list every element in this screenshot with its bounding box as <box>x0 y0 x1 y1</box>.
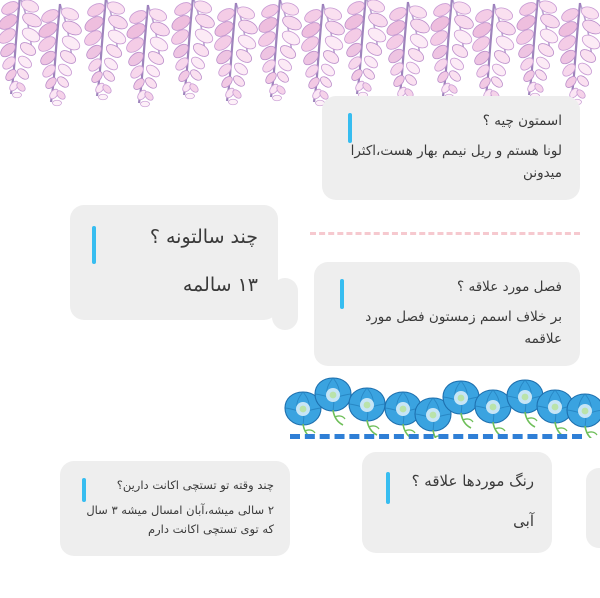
accent-bar-icon <box>386 472 390 504</box>
accent-bar-icon <box>92 226 96 264</box>
wisteria-flower-border <box>0 0 600 108</box>
accent-bar-icon <box>82 478 86 502</box>
question-row <box>386 469 534 494</box>
answer-text: لونا هستم و ریل نیمم بهار هست،اکثرا میدونن <box>346 142 562 181</box>
accent-bar-icon <box>340 279 344 309</box>
chat-bubble-age <box>70 205 278 320</box>
answer-text: ۲ سالی میشه،آبان امسال میشه ۳ سال که توی تستچی اکانت دارم <box>82 503 274 537</box>
question-row <box>92 222 258 253</box>
question-row <box>82 476 274 495</box>
question-row <box>348 110 562 132</box>
accent-bar-icon <box>348 113 352 143</box>
morning-glory-flower-border <box>283 372 600 438</box>
pink-dashed-divider <box>310 232 580 235</box>
answer-text: ۱۳ سالمه <box>182 274 258 297</box>
chat-bubble-name <box>322 96 580 200</box>
answer-text: بر خلاف اسمم زمستون فصل مورد علاقمه <box>360 308 562 347</box>
answer-text: آبی <box>513 512 534 530</box>
blue-dashed-divider <box>290 434 582 439</box>
question-row <box>340 276 562 298</box>
question-text: رنگ موردها علاقه ؟ <box>411 472 534 491</box>
question-text: فصل مورد علاقه ؟ <box>457 279 562 295</box>
partial-bubble-edge-right <box>586 468 600 548</box>
question-text: چند سالتونه ؟ <box>149 225 258 248</box>
chat-bubble-favourite-color <box>362 452 552 553</box>
question-text: اسمتون چیه ؟ <box>482 113 562 129</box>
partial-bubble-edge <box>272 278 298 330</box>
chat-bubble-account-duration <box>60 461 290 556</box>
chat-bubble-season <box>314 262 580 366</box>
question-text: چند وقته تو تستچی اکانت دارین؟ <box>116 477 274 492</box>
